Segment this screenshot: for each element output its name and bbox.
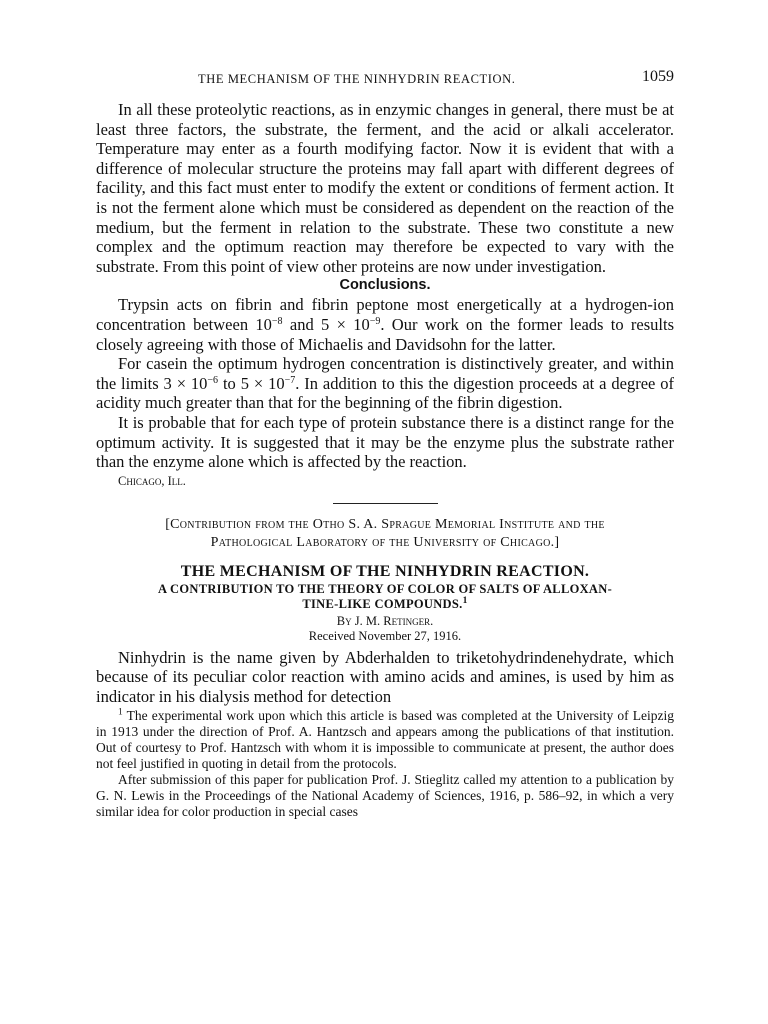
footnote-marker: 1 [462, 595, 468, 606]
exponent: −7 [284, 374, 296, 386]
running-title: THE MECHANISM OF THE NINHYDRIN REACTION. [198, 72, 516, 86]
conclusion-casein-text-c: . In addition to this the digestion proceeds at a degree of acidity much greater than that for the beginning of the fibrin digestion. [96, 373, 675, 413]
contribution-line-2: Pathological Laboratory of the University of Chicago.] [210, 534, 560, 550]
footnote-1-text: The experimental work upon which this article is based was completed at the University of Leipzig in 1913 under the direction of Prof. A. Hantzsch and appears among the publications of that institution. Out of courtesy to Prof. Hantzsch with whom it is impossible to communicate at present, the author does not feel justified in quoting in detail from the protocols. [96, 708, 674, 772]
exponent: −6 [207, 374, 219, 386]
paragraph-proteolytic: In all these proteolytic reactions, as in enzymic changes in general, there must be at least three factors, the substrate, the ferment, and the acid or alkali accelerator. Temperature may enter as a fourth modifying factor. Now it is evident that with a difference of molecular structure the proteins may fall apart with different degrees of facility, and this fact must enter to modify the extent or conditions of ferment action. It is not the ferment alone which must be considered as dependent on the reaction of the medium, but the ferment in relation to the substrate. These two constitute a new complex and the optimum reaction may therefore be expected to vary with the substrate. From this point of view other proteins are now under investigation. [96, 100, 674, 276]
intro-paragraph: Ninhydrin is the name given by Abderhalden to triketohydrindenehydrate, which because of its peculiar color reaction with amino acids and amines, is used by him as indicator in his dialysis method for detection [96, 647, 674, 706]
exponent: −9 [369, 315, 381, 327]
article-subtitle-line-2 [96, 597, 674, 612]
section-divider [333, 503, 438, 504]
article-title: THE MECHANISM OF THE NINHYDRIN REACTION. [180, 562, 590, 580]
conclusion-casein [96, 354, 674, 413]
footnote-2: After submission of this paper for publication Prof. J. Stieglitz called my attention to a publication by G. N. Lewis in the Proceedings of the National Academy of Sciences, 1916, p. 586–92, in which a very similar idea for color production in special cases [96, 772, 674, 820]
contribution-line-1: [Contribution from the Otho S. A. Sprague Memorial Institute and the [165, 516, 605, 532]
received-date: Received November 27, 1916. [308, 628, 462, 643]
conclusion-trypsin-text-c: . Our work on the former leads to results closely agreeing with those of Michaelis and Davidsohn for the latter. [96, 314, 674, 354]
conclusion-casein-text-a: For casein the optimum hydrogen concentration is distinctively greater, and within the limits 3 × 10 [96, 354, 674, 393]
conclusion-protein-range: It is probable that for each type of protein substance there is a distinct range for the optimum activity. It is suggested that it may be the enzyme plus the substrate rather than the enzyme alone which is affected by the reaction. [96, 412, 674, 472]
article-subtitle-line-1: A CONTRIBUTION TO THE THEORY OF COLOR OF SALTS OF ALLOXAN- [157, 581, 613, 596]
author-byline: By J. M. Retinger. [336, 613, 434, 628]
running-header [96, 68, 674, 90]
location-line: Chicago, Ill. [118, 473, 186, 488]
page-body [96, 100, 674, 820]
conclusion-casein-text-b: to 5 × 10 [218, 373, 285, 393]
conclusion-trypsin-text-b: and 5 × 10 [282, 314, 370, 334]
footnote-1-marker: 1 [118, 707, 123, 718]
conclusion-trypsin-text-a: Trypsin acts on fibrin and fibrin peptone most energetically at a hydrogen-ion concentration between 10 [96, 295, 674, 334]
subtitle-text: TINE-LIKE COMPOUNDS. [302, 596, 463, 611]
exponent: −8 [271, 315, 283, 327]
page-number: 1059 [642, 68, 674, 85]
footnote-1 [96, 708, 674, 772]
conclusions-heading: Conclusions. [339, 277, 431, 294]
conclusion-trypsin [96, 295, 674, 354]
